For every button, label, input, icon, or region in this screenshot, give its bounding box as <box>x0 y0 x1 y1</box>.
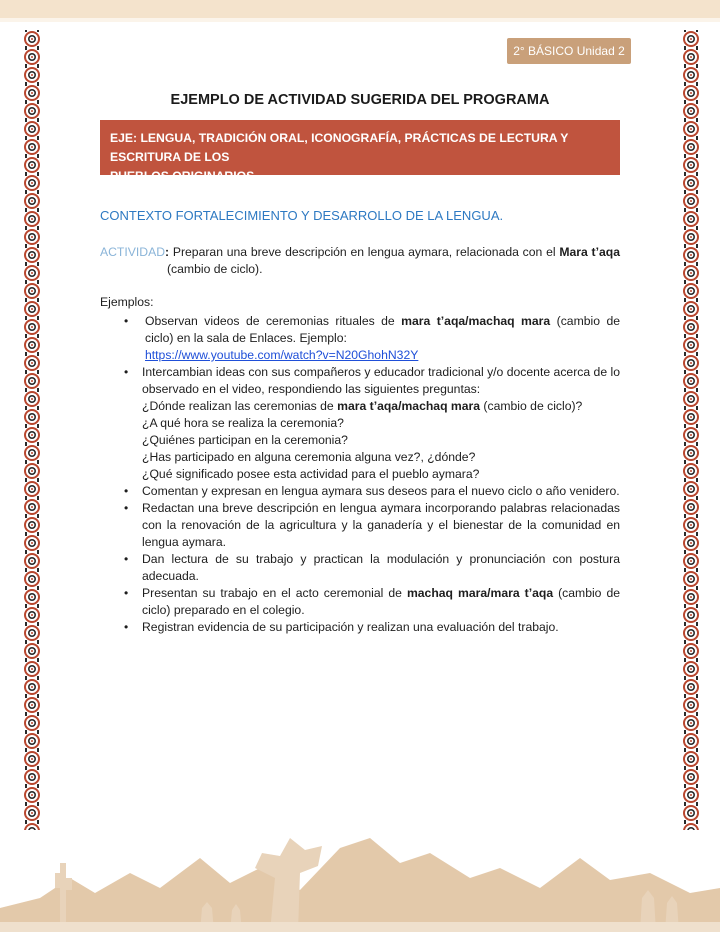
list-item <box>120 313 620 364</box>
list-item <box>120 585 620 619</box>
question-text: (cambio de ciclo)? <box>480 399 583 413</box>
eje-line-2: PUEBLOS ORIGINARIOS. <box>110 169 258 183</box>
item-text: Redactan una breve descripción en lengua aymara incorporando palabras relacionadas con la renovación de la agricultura y la ganadería y el bienestar de la comunidad en lengua aymara. <box>142 501 620 549</box>
item-text: Intercambian ideas con sus compañeros y educador tradicional y/o docente acerca de lo observado en el video, respondiendo las siguientes preguntas: <box>142 365 620 396</box>
eje-box <box>100 120 620 183</box>
examples-list <box>120 313 620 636</box>
bullet-icon: • <box>124 365 129 379</box>
question-text: ¿Dónde realizan las ceremonias de <box>142 399 338 413</box>
footer-landscape-illustration <box>0 818 720 932</box>
list-item <box>120 619 620 636</box>
item-text: Registran evidencia de su participación y realizan una evaluación del trabajo. <box>142 620 559 634</box>
actividad-block <box>100 244 620 278</box>
bullet-icon: • <box>124 501 129 515</box>
item-text: Comentan y expresan en lengua aymara sus deseos para el nuevo ciclo o año venidero. <box>142 484 620 498</box>
contexto-heading: CONTEXTO FORTALECIMIENTO Y DESARROLLO DE LA LENGUA. <box>100 208 504 223</box>
actividad-text-2: (cambio de ciclo). <box>167 262 263 276</box>
question-1 <box>142 398 620 415</box>
item-text: (cambio de ciclo) en la sala de Enlaces. Ejemplo: <box>145 314 620 345</box>
item-text: Observan videos de ceremonias rituales de <box>145 314 402 328</box>
top-bar-accent <box>0 18 720 22</box>
bullet-icon: • <box>124 552 129 566</box>
unit-badge: 2° BÁSICO Unidad 2 <box>507 38 631 64</box>
question-2: ¿A qué hora se realiza la ceremonia? <box>142 416 344 430</box>
question-3: ¿Quiénes participan en la ceremonia? <box>142 433 348 447</box>
actividad-line-1 <box>100 244 620 261</box>
left-decorative-border <box>23 30 41 830</box>
actividad-text-1: Preparan una breve descripción en lengua aymara, relacionada con el <box>172 245 556 259</box>
item-text: (cambio de ciclo) preparado en el colegio. <box>142 586 621 617</box>
page-title: EJEMPLO DE ACTIVIDAD SUGERIDA DEL PROGRAMA <box>170 92 550 108</box>
list-item <box>120 364 620 483</box>
bullet-icon: • <box>124 314 129 328</box>
ground <box>0 922 720 932</box>
list-item <box>120 483 620 500</box>
item-bold: mara t’aqa/machaq mara <box>401 314 551 328</box>
question-5: ¿Qué significado posee esta actividad para el pueblo aymara? <box>142 467 480 481</box>
item-bold: machaq mara/mara t’aqa <box>406 586 554 600</box>
question-4: ¿Has participado en alguna ceremonia alguna vez?, ¿dónde? <box>142 450 476 464</box>
actividad-bold: Mara t’aqa <box>559 245 620 259</box>
item-text: Presentan su trabajo en el acto ceremonial de <box>142 586 407 600</box>
actividad-label: ACTIVIDAD <box>100 245 166 259</box>
list-item <box>120 500 620 551</box>
youtube-link[interactable]: https://www.youtube.com/watch?v=N20GhohN32Y <box>145 348 419 362</box>
bullet-icon: • <box>124 484 129 498</box>
bullet-icon: • <box>124 586 129 600</box>
eje-line-1: EJE: LENGUA, TRADICIÓN ORAL, ICONOGRAFÍA, PRÁCTICAS DE LECTURA Y ESCRITURA DE LOS <box>110 131 569 164</box>
question-bold: mara t’aqa/machaq mara <box>337 399 481 413</box>
actividad-colon: : <box>165 245 170 259</box>
mountains-silhouette <box>0 838 720 932</box>
right-decorative-border <box>682 30 700 830</box>
top-decorative-bar <box>0 0 720 18</box>
item-text: Dan lectura de su trabajo y practican la modulación y pronunciación con postura adecuada. <box>142 552 620 583</box>
ejemplos-label: Ejemplos: <box>100 295 154 309</box>
list-item <box>120 551 620 585</box>
bullet-icon: • <box>124 620 129 634</box>
